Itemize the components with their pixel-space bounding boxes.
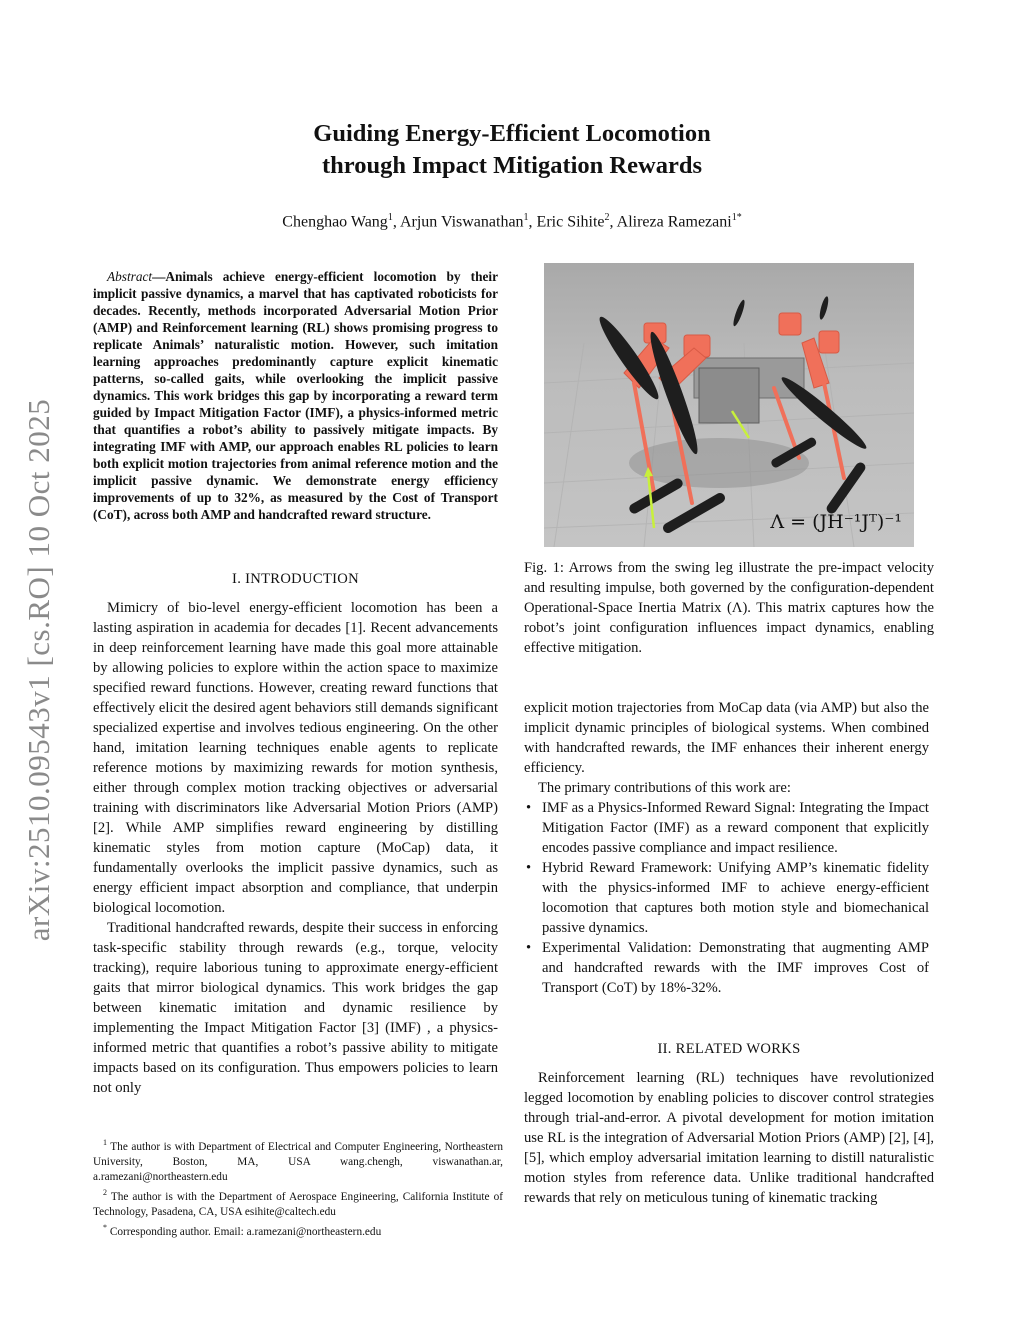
- contributions-list: [524, 798, 929, 998]
- contributions-intro: The primary contributions of this work are:: [538, 780, 791, 796]
- figure-1-caption: Fig. 1: Arrows from the swing leg illustrate the pre-impact velocity and resulting impulse, both governed by the configuration-dependent Operational-Space Inertia Matrix (Λ). This matrix captures how the robot’s joint configuration influences impact dynamics, enabling effective mitigation.: [524, 560, 934, 656]
- introduction-continuation: [524, 698, 929, 998]
- author-affiliation: 1: [387, 212, 393, 223]
- abstract-text: Animals achieve energy-efficient locomotion by their implicit passive dynamics, a marvel that has captivated roboticists for decades. Recently, methods incorporated Adversarial Motion Prior (AMP) and Reinforcement learning (RL) shows promising progress to replicate Animals’ naturalistic motion. However, such imitation learning approaches predominantly capture explicit kinematic patterns, so-called gaits, while overlooking the implicit passive dynamics. This work bridges this gap by incorporating a reward term guided by Impact Mitigation Factor (IMF), a physics-informed metric that quantifies a robot’s ability to passively mitigate impacts. By integrating IMF with AMP, our approach enables RL policies to learn both explicit motion trajectories from animal reference motion and the implicit passive dynamic. We demonstrate energy efficiency improvements of up to 32%, as measured by the Cost of Transport (CoT), across both AMP and handcrafted reward structure.: [93, 269, 498, 522]
- contribution-item: • Hybrid Reward Framework: Unifying AMP’s kinematic fidelity with the physics-informed IMF to achieve energy-efficient locomotion that captures both motion style and biomechanical passive dynamics.: [542, 858, 929, 938]
- author-list: Chenghao Wang$^1$, Arjun Viswanathan$^1$, Eric Sihite$^2$, Alireza Ramezani$^{1*}$: [282, 212, 742, 231]
- footnote-mark: *: [103, 1222, 107, 1232]
- related-works-paragraph: Reinforcement learning (RL) techniques have revolutionized legged locomotion by enabling policies to discover control strategies through trial-and-error. A pivotal development for motion imitation use RL is the integration of Adversarial Motion Priors (AMP) [2], [4], [5], which employ adversarial imitation learning to distill naturalistic motion styles from reference data. Unlike traditional handcrafted rewards that rely on meticulous tuning of kinematic tracking: [524, 1070, 934, 1206]
- author-name: Chenghao Wang: [282, 213, 388, 231]
- abstract: [93, 268, 498, 523]
- author-affiliation: 1*: [731, 212, 742, 223]
- contribution-item: • IMF as a Physics-Informed Reward Signal: Integrating the Impact Mitigation Factor (IMF) as a reward component that explicitly encodes passive compliance and impact resilience.: [542, 798, 929, 858]
- author-name: Arjun Viswanathan: [399, 213, 524, 231]
- footnotes: [93, 1135, 503, 1239]
- section-heading-related-works: II. RELATED WORKS: [657, 1041, 801, 1057]
- footnote-mark: 1: [103, 1138, 107, 1147]
- arxiv-identifier: arXiv:2510.09543v1 [cs.RO] 10 Oct 2025: [21, 398, 56, 942]
- contribution-item: • Experimental Validation: Demonstrating that augmenting AMP and handcrafted rewards with the IMF improves Cost of Transport (CoT) by 18%-32%.: [542, 938, 929, 998]
- footnote-mark: 2: [103, 1187, 107, 1197]
- paper-title: [0, 118, 1024, 182]
- robot-illustration: [544, 263, 914, 547]
- title-line-2: through Impact Mitigation Rewards: [322, 152, 702, 179]
- author-affiliation: 2: [604, 212, 610, 223]
- intro-paragraph-1: Mimicry of bio-level energy-efficient locomotion has been a lasting aspiration in academia for decades [1]. Recent advancements in deep reinforcement learning have made this goal more attainable by allowing policies to explore within the action space to maximize specified reward functions. However, creating reward functions that effectively elicit the desired agent behaviors still demands significant specialized expertise and involves tedious engineering. On the other hand, imitation learning techniques enable agents to replicate reference motions by maximizing rewards for motion synthesis, either through complex motion tracking objectives or adversarial training with discriminators like Adversarial Motion Priors (AMP) [2]. While AMP simplifies reward engineering by distilling kinematic styles from motion capture (MoCap) data, it fundamentally overlooks the implicit passive dynamics, such as energy efficient impact absorption and compliance, that underpin biological locomotion.: [93, 600, 498, 916]
- intro-paragraph-2: Traditional handcrafted rewards, despite their success in enforcing task-specific stability through rewards (e.g., torque, velocity tracking), require laborious tuning to approximate energy-efficient gaits that mirror biological dynamics. This work bridges the gap between kinematic imitation and dynamic resilience by implementing the Impact Mitigation Factor [3] (IMF) , a physics-informed metric that quantifies a robot’s passive ability to mitigate impacts based on its configuration. Thus empowers policies to learn not only: [93, 920, 498, 1096]
- footnote-text: Corresponding author. Email: a.ramezani@northeastern.edu: [109, 1225, 382, 1238]
- title-line-1: Guiding Energy-Efficient Locomotion: [313, 120, 711, 147]
- related-works-body: [524, 1068, 934, 1208]
- abstract-dash: —: [152, 269, 166, 284]
- author-affiliation: 1: [523, 212, 529, 223]
- operational-space-inertia-equation: Λ = (JH⁻¹Jᵀ)⁻¹: [770, 511, 902, 533]
- intro-continuation-paragraph: explicit motion trajectories from MoCap data (via AMP) but also the implicit dynamic principles of biological systems. When combined with handcrafted rewards, the IMF enhances their inherent energy efficiency.: [524, 700, 929, 776]
- footnote-text: The author is with Department of Electrical and Computer Engineering, Northeastern University, Boston, MA, USA wang.chengh, viswanathan.ar, a.ramezani@northeastern.edu: [93, 1140, 503, 1183]
- arxiv-stamp: [14, 370, 64, 970]
- section-heading-introduction: I. INTRODUCTION: [232, 571, 359, 587]
- footnote-1: [93, 1135, 503, 1185]
- abstract-label: Abstract: [107, 269, 153, 284]
- footnote-text: The author is with the Department of Aerospace Engineering, California Institute of Technology, Pasadena, CA, USA esihite@caltech.edu: [93, 1190, 503, 1218]
- author-name: Alireza Ramezani: [616, 213, 732, 231]
- footnote-2: [93, 1185, 503, 1220]
- footnote-3: [93, 1220, 503, 1240]
- introduction-body: [93, 598, 498, 1098]
- author-name: Eric Sihite: [536, 213, 605, 231]
- figure-1-robot-render: [544, 263, 914, 547]
